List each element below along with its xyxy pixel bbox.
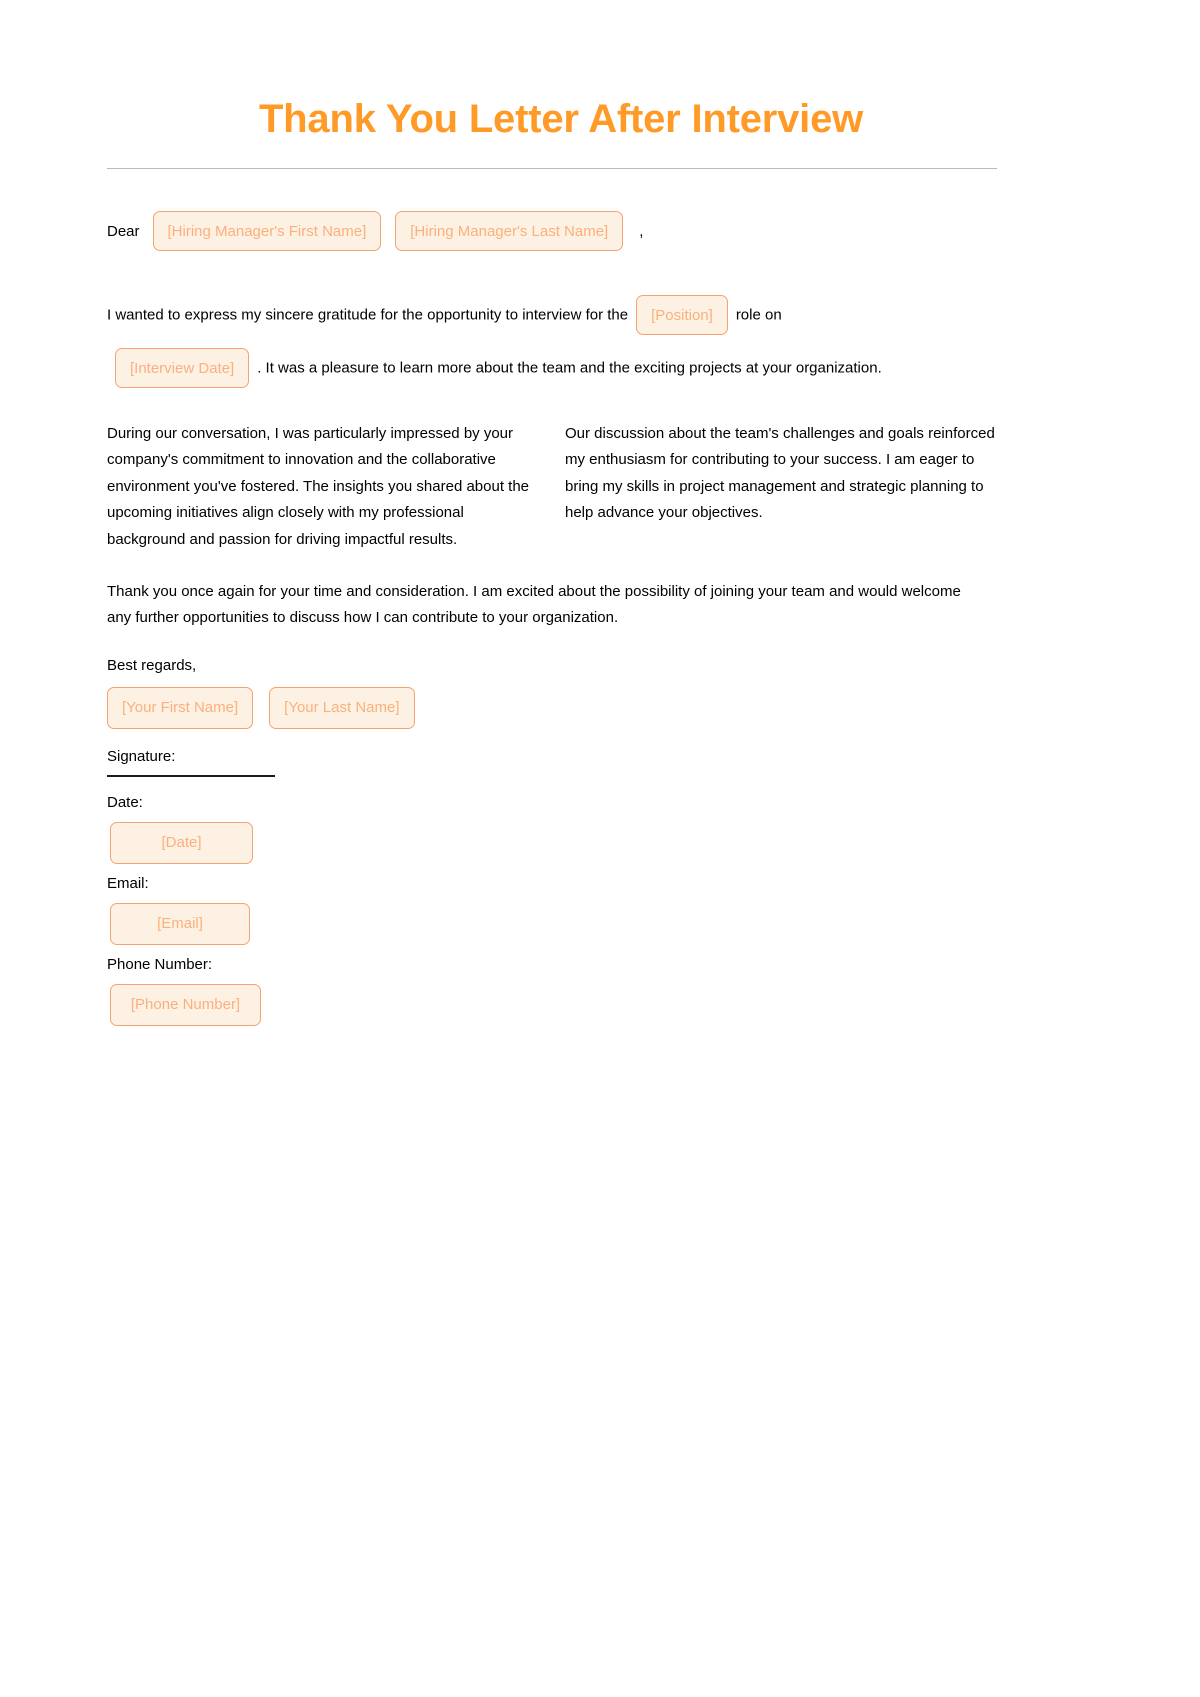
letter-content	[107, 0, 997, 1026]
email-field-wrapper	[110, 903, 997, 945]
body-column-left: During our conversation, I was particularly impressed by your company's commitment to innovation and the collaborative environment you've fostered. The insights you shared about the upcoming initiatives align closely with my professional background and passion for driving impactful results.	[107, 425, 530, 548]
intro-text-part-2: role on	[735, 306, 782, 324]
salutation-row	[107, 211, 997, 251]
your-last-name-field[interactable]: [Your Last Name]	[269, 687, 414, 729]
hiring-manager-first-name-field[interactable]: [Hiring Manager's First Name]	[153, 211, 382, 251]
email-label: Email:	[107, 874, 149, 892]
date-field[interactable]: [Date]	[110, 822, 253, 864]
body-columns	[107, 421, 997, 553]
intro-text-part-1: I wanted to express my sincere gratitude for the opportunity to interview for the	[107, 306, 629, 324]
page-title: Thank You Letter After Interview	[258, 97, 864, 141]
salutation-comma: ,	[639, 222, 644, 240]
email-field[interactable]: [Email]	[110, 903, 250, 945]
title-divider	[107, 168, 997, 169]
date-field-wrapper	[110, 822, 997, 864]
signoff-name-row	[107, 687, 997, 729]
closing-paragraph: Thank you once again for your time and consideration. I am excited about the possibility of joining your team and would welcome any further opportunities to discuss how I can contribute to your organization.	[107, 583, 961, 627]
signature-label: Signature:	[107, 747, 176, 765]
body-column-right: Our discussion about the team's challenges and goals reinforced my enthusiasm for contributing to your success. I am eager to bring my skills in project management and strategic planning to help advance your objectives.	[565, 425, 995, 522]
intro-text-part-3: . It was a pleasure to learn more about the team and the exciting projects at your organization.	[257, 359, 882, 377]
title-section	[107, 0, 997, 169]
intro-paragraph	[107, 288, 997, 394]
signature-line[interactable]	[107, 775, 275, 777]
phone-number-label: Phone Number:	[107, 955, 213, 973]
position-field[interactable]: [Position]	[636, 295, 728, 335]
hiring-manager-last-name-field[interactable]: [Hiring Manager's Last Name]	[395, 211, 623, 251]
date-label: Date:	[107, 793, 143, 811]
your-first-name-field[interactable]: [Your First Name]	[107, 687, 253, 729]
phone-number-field-wrapper	[110, 984, 997, 1026]
interview-date-field[interactable]: [Interview Date]	[115, 348, 249, 388]
salutation-greeting-label: Dear	[107, 222, 140, 240]
signoff-label: Best regards,	[107, 656, 197, 674]
phone-number-field[interactable]: [Phone Number]	[110, 984, 261, 1026]
